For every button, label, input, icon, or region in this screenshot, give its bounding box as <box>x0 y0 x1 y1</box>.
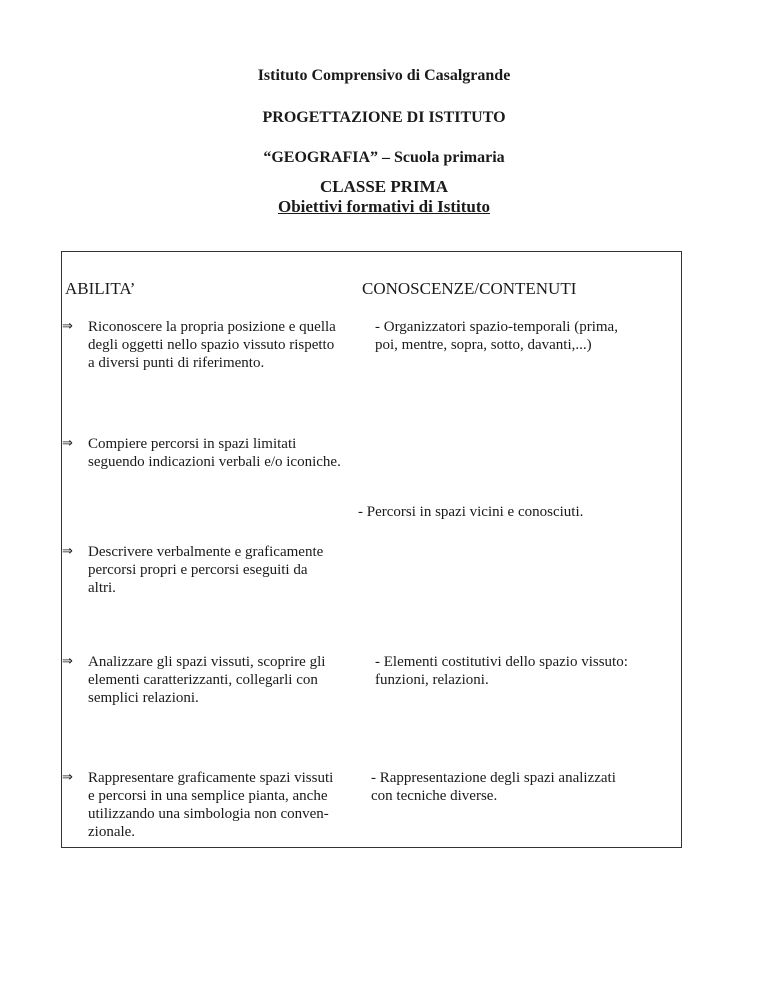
project-title: PROGETTAZIONE DI ISTITUTO <box>262 109 506 126</box>
ability-text: Descrivere verbalmente e graficamente percorsi propri e percorsi eseguiti da altri. <box>88 544 324 596</box>
content-item-3: - Elementi costitutivi dello spazio vissuto: funzioni, relazioni. <box>375 654 628 688</box>
arrow-icon: ⇒ <box>62 770 73 785</box>
arrow-icon: ⇒ <box>62 544 73 559</box>
ability-item-5 <box>62 769 362 841</box>
ability-text: Riconoscere la propria posizione e quella degli oggetti nello spazio vissuto rispetto a diversi punti di riferimento. <box>88 319 336 371</box>
ability-text: Compiere percorsi in spazi limitati seguendo indicazioni verbali e/o iconiche. <box>88 436 341 470</box>
ability-item-1 <box>62 318 362 372</box>
ability-text: Analizzare gli spazi vissuti, scoprire gli elementi caratterizzanti, collegarli con semplici relazioni. <box>88 654 326 706</box>
subject-title: “GEOGRAFIA” – Scuola primaria <box>263 149 505 166</box>
contents-column-title: CONOSCENZE/CONTENUTI <box>362 279 577 298</box>
content-item-1: - Organizzatori spazio-temporali (prima, poi, mentre, sopra, sotto, davanti,...) <box>375 319 618 353</box>
ability-item-3 <box>62 543 362 597</box>
institute-name: Istituto Comprensivo di Casalgrande <box>257 67 511 84</box>
content-item-2: - Percorsi in spazi vicini e conosciuti. <box>358 504 584 520</box>
arrow-icon: ⇒ <box>62 654 73 669</box>
objectives-title: Obiettivi formativi di Istituto <box>277 197 490 216</box>
content-item-4: - Rappresentazione degli spazi analizzati con tecniche diverse. <box>371 770 616 804</box>
abilities-column-title: ABILITA’ <box>65 279 136 298</box>
ability-text: Rappresentare graficamente spazi vissuti e percorsi in una semplice pianta, anche utilizzando una simbologia non conven- zionale. <box>88 770 334 840</box>
class-title: CLASSE PRIMA <box>320 177 448 196</box>
arrow-icon: ⇒ <box>62 319 73 334</box>
arrow-icon: ⇒ <box>62 436 73 451</box>
ability-item-4 <box>62 653 362 707</box>
ability-item-2 <box>62 435 372 471</box>
